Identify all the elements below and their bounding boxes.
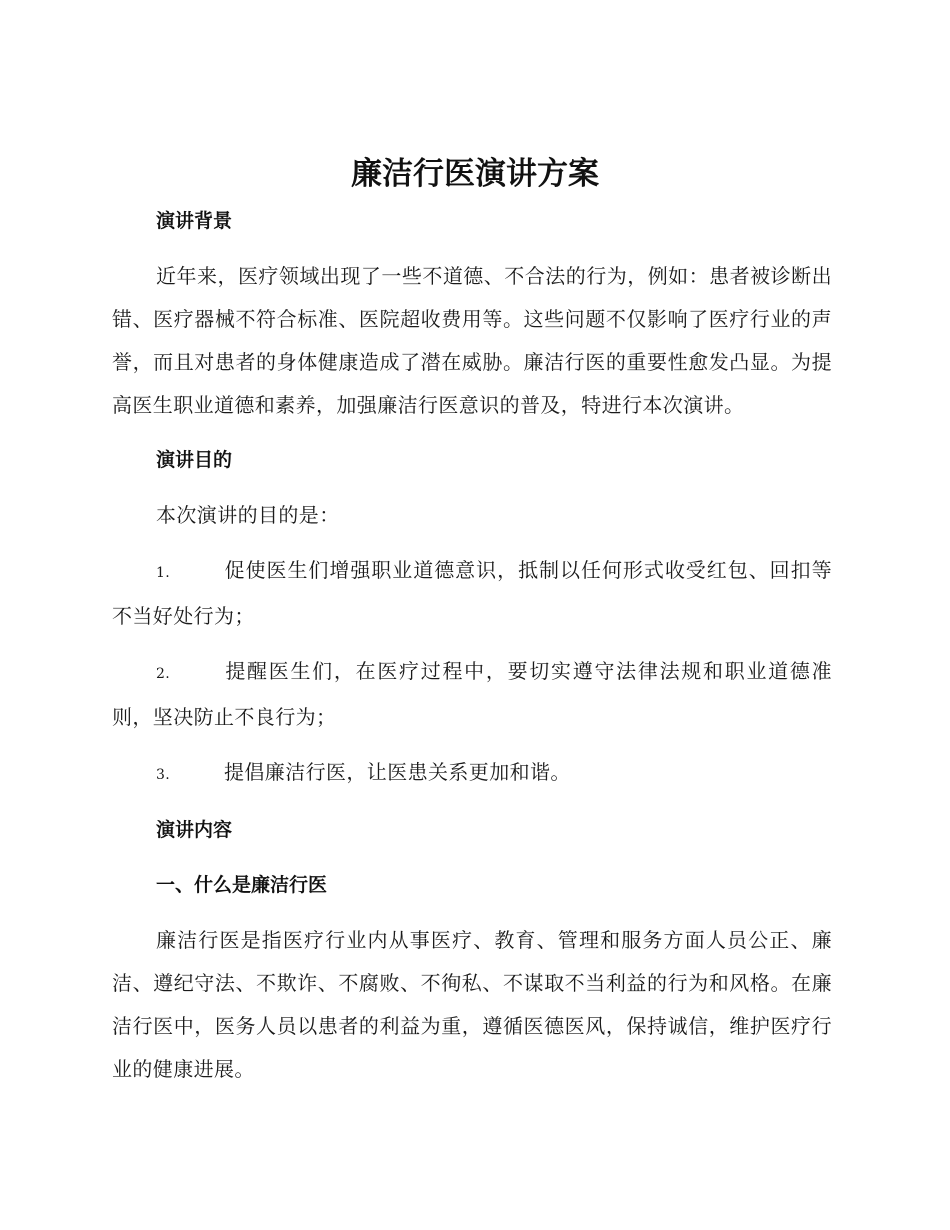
list-number: 3. xyxy=(156,767,171,783)
list-text: 促使医生们增强职业道德意识，抵制以任何形式收受红包、回扣等不当好处行为； xyxy=(112,558,832,628)
list-number: 1. xyxy=(156,565,171,581)
section-heading-content: 演讲内容 xyxy=(156,819,233,841)
list-text: 提倡廉洁行医，让医患关系更加和谐。 xyxy=(224,760,571,784)
section-heading-background: 演讲背景 xyxy=(156,210,233,232)
purpose-intro: 本次演讲的目的是： xyxy=(156,503,340,527)
what-is-paragraph: 廉洁行医是指医疗行业内从事医疗、教育、管理和服务方面人员公正、廉洁、遵纪守法、不欺诈、不腐败、不徇私、不谋取不当利益的行为和风格。在廉洁行医中，医务人员以患者的利益为重，遵循医德医风，保持诚信，维护医疗行业的健康进展。 xyxy=(112,928,832,1081)
background-paragraph: 近年来，医疗领域出现了一些不道德、不合法的行为，例如：患者被诊断出错、医疗器械不符合标准、医院超收费用等。这些问题不仅影响了医疗行业的声誉，而且对患者的身体健康造成了潜在威胁。廉洁行医的重要性愈发凸显。为提高医生职业道德和素养，加强廉洁行医意识的普及，特进行本次演讲。 xyxy=(112,264,832,417)
list-number: 2. xyxy=(156,666,171,682)
purpose-list-item xyxy=(112,751,832,797)
purpose-list-item xyxy=(112,650,832,739)
sub-heading-what-is: 一、什么是廉洁行医 xyxy=(156,874,328,896)
purpose-list-item xyxy=(112,549,832,638)
document-body xyxy=(112,200,832,1103)
section-heading-purpose: 演讲目的 xyxy=(156,449,233,471)
page-title: 廉洁行医演讲方案 xyxy=(351,156,599,192)
list-text: 提醒医生们，在医疗过程中，要切实遵守法律法规和职业道德准则，坚决防止不良行为； xyxy=(112,659,832,729)
